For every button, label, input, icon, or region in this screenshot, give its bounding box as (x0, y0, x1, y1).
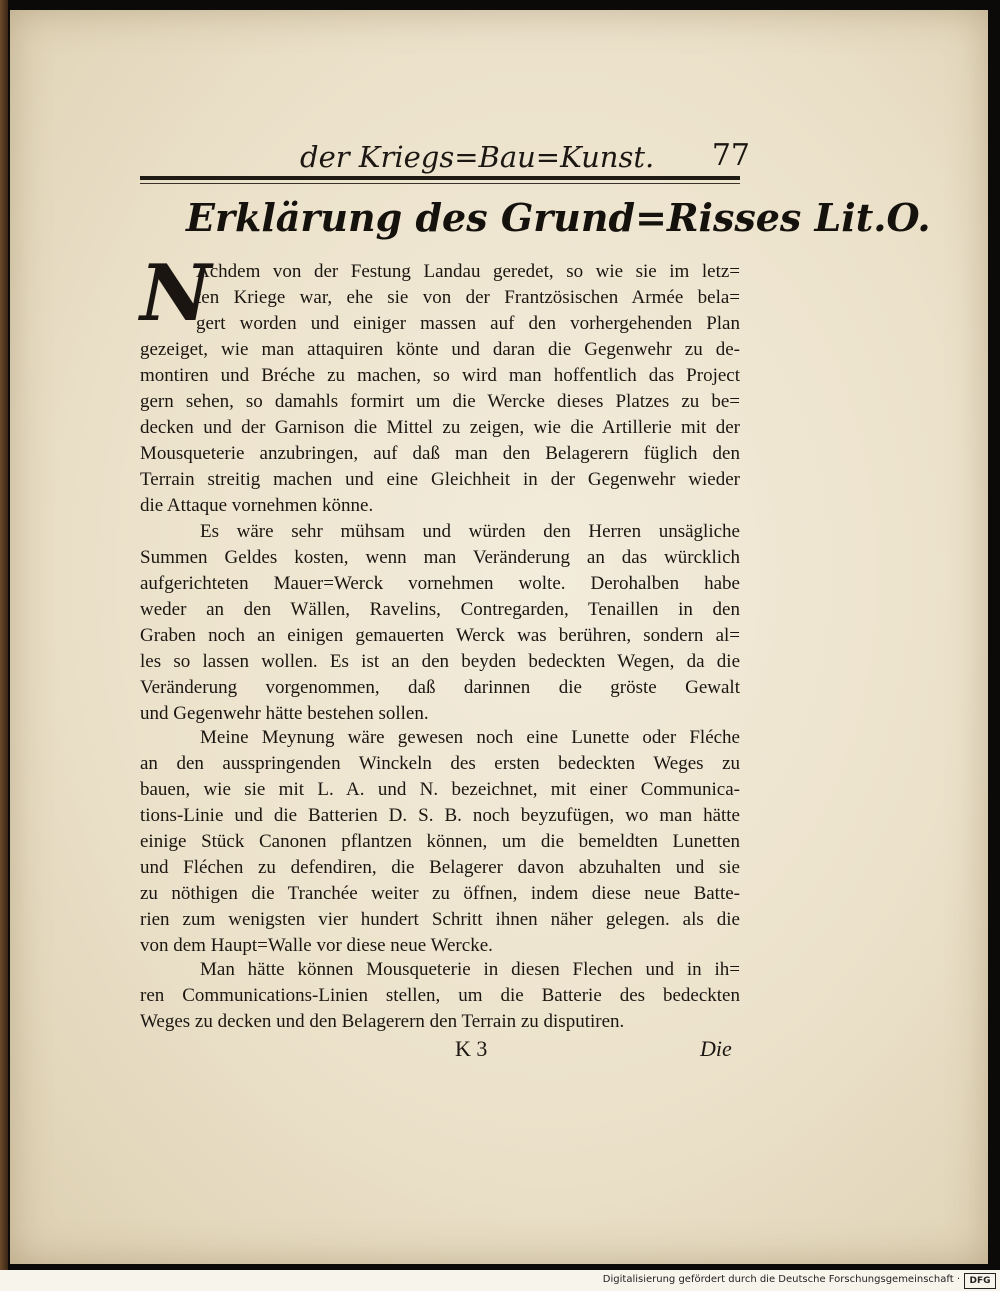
text-line: aufgerichteten Mauer=Werck vornehmen wolte. Derohalben habe (140, 573, 740, 594)
text-line: Es wäre sehr mühsam und würden den Herren unsägliche (200, 521, 740, 542)
text-line: Graben noch an einigen gemauerten Werck was berühren, sondern al= (140, 625, 740, 646)
text-line: ten Kriege war, ehe sie von der Frantzösischen Armée bela= (196, 287, 740, 308)
text-line: gert worden und einiger massen auf den vorhergehenden Plan (196, 313, 740, 334)
page-heading: Erklärung des Grund=Risses Lit.O. (186, 195, 931, 240)
head-rule (140, 176, 740, 180)
text-line: gern sehen, so damahls formirt um die Wercke dieses Platzes zu be= (140, 391, 740, 412)
text-line: gezeiget, wie man attaquiren könte und daran die Gegenwehr zu de- (140, 339, 740, 360)
text-line: von dem Haupt=Walle vor diese neue Wercke. (140, 935, 493, 956)
dfg-logo-icon: DFG (964, 1273, 996, 1289)
text-line: die Attaque vornehmen könne. (140, 495, 374, 516)
running-head-title: der Kriegs=Bau=Kunst. (300, 140, 655, 174)
signature-mark: K 3 (455, 1036, 488, 1061)
text-line: Mousqueterie anzubringen, auf daß man den Belagerern füglich den (140, 443, 740, 464)
text-line: und Gegenwehr hätte bestehen sollen. (140, 703, 429, 724)
page-number: 77 (711, 138, 750, 173)
text-line: Terrain streitig machen und eine Gleichheit in der Gegenwehr wieder (140, 469, 740, 490)
book-edge (0, 0, 8, 1270)
text-line: bauen, wie sie mit L. A. und N. bezeichnet, mit einer Communica- (140, 779, 740, 800)
text-line: tions-Linie und die Batterien D. S. B. noch beyzufügen, wo man hätte (140, 805, 740, 826)
text-line: Summen Geldes kosten, wenn man Veränderung an das würcklich (140, 547, 740, 568)
text-line: weder an den Wällen, Ravelins, Contregarden, Tenaillen in den (140, 599, 740, 620)
text-line: Meine Meynung wäre gewesen noch eine Lunette oder Fléche (200, 727, 740, 748)
text-line: einige Stück Canonen pflantzen können, um die bemeldten Lunetten (140, 831, 740, 852)
drop-cap: N (140, 248, 212, 339)
catchword: Die (700, 1036, 732, 1061)
head-rule-thin (140, 183, 740, 184)
text-line: ren Communications-Linien stellen, um die Batterie des bedeckten (140, 985, 740, 1006)
text-line: montiren und Bréche zu machen, so wird man hoffentlich das Project (140, 365, 740, 386)
text-line: und Fléchen zu defendiren, die Belagerer davon abzuhalten und sie (140, 857, 740, 878)
text-line: Achdem von der Festung Landau geredet, so wie sie im letz= (196, 261, 740, 282)
text-line: Weges zu decken und den Belagerern den Terrain zu disputiren. (140, 1011, 625, 1032)
text-line: decken und der Garnison die Mittel zu zeigen, wie die Artillerie mit der (140, 417, 740, 438)
text-line: rien zum wenigsten vier hundert Schritt ihnen näher gelegen. als die (140, 909, 740, 930)
text-line: les so lassen wollen. Es ist an den beyden bedeckten Wegen, da die (140, 651, 740, 672)
text-line: zu nöthigen die Tranchée weiter zu öffnen, indem diese neue Batte- (140, 883, 740, 904)
text-line: an den ausspringenden Winckeln des ersten bedeckten Weges zu (140, 753, 740, 774)
footer-credit: Digitalisierung gefördert durch die Deutsche Forschungsgemeinschaft · (602, 1274, 960, 1285)
running-head (290, 138, 750, 176)
text-line: Man hätte können Mousqueterie in diesen Flechen und in ih= (200, 959, 740, 980)
text-line: Veränderung vorgenommen, daß darinnen die gröste Gewalt (140, 677, 740, 698)
